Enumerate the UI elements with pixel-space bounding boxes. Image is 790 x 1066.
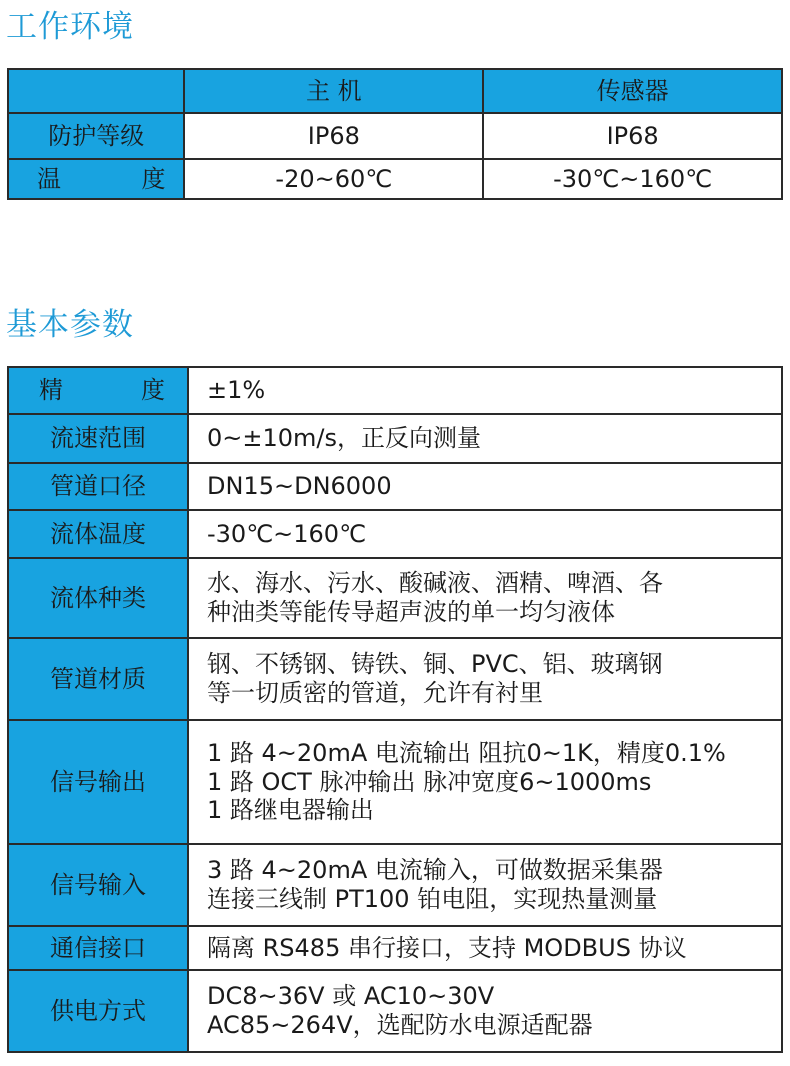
env-host-protection: IP68 xyxy=(184,113,483,159)
env-label-text-a: 温 xyxy=(37,164,61,193)
param-label-signal-input: 信号输入 xyxy=(8,844,188,926)
table-row xyxy=(8,558,782,638)
table-row xyxy=(8,720,782,844)
param-value-line: 1 路继电器输出 xyxy=(207,796,374,825)
param-label-pipe-diameter: 管道口径 xyxy=(8,463,188,510)
param-label-fluid-type: 流体种类 xyxy=(8,558,188,638)
param-value-signal-output xyxy=(188,720,782,844)
param-label-fluid-temperature: 流体温度 xyxy=(8,510,188,558)
param-value-fluid-type xyxy=(188,558,782,638)
param-value-line: 等一切质密的管道，允许有衬里 xyxy=(207,679,543,707)
param-value-signal-input xyxy=(188,844,782,926)
param-value-line: -30℃~160℃ xyxy=(207,519,367,548)
table-row xyxy=(8,414,782,463)
section-title-parameters: 基本参数 xyxy=(6,307,134,343)
table-row xyxy=(8,926,782,970)
param-value-pipe-diameter xyxy=(188,463,782,510)
param-value-line: DC8~36V 或 AC10~30V xyxy=(207,982,495,1011)
section-title-environment: 工作环境 xyxy=(6,9,134,45)
env-label-text-b: 度 xyxy=(141,164,166,193)
param-value-accuracy xyxy=(188,367,782,414)
env-sensor-temperature: -30℃~160℃ xyxy=(483,159,782,199)
param-label-text-a: 精 xyxy=(39,376,63,405)
table-row xyxy=(8,510,782,558)
param-label-text-b: 度 xyxy=(141,376,165,405)
param-value-flow-range xyxy=(188,414,782,463)
param-label-power-supply: 供电方式 xyxy=(8,970,188,1052)
param-value-line: 种油类等能传导超声波的单一均匀液体 xyxy=(207,598,615,626)
env-host-temperature: -20~60℃ xyxy=(184,159,483,199)
param-value-line: 钢、不锈钢、铸铁、铜、PVC、铝、玻璃钢 xyxy=(207,650,663,679)
param-value-line: AC85~264V，选配防水电源适配器 xyxy=(207,1011,593,1039)
env-label-text: 防护等级 xyxy=(48,121,145,150)
table-row xyxy=(8,970,782,1052)
table-row xyxy=(8,367,782,414)
parameters-table xyxy=(7,366,783,1053)
param-label-flow-range: 流速范围 xyxy=(8,414,188,463)
param-value-line: 连接三线制 PT100 铂电阻，实现热量测量 xyxy=(207,885,658,913)
param-value-line: 1 路 OCT 脉冲输出 脉冲宽度6~1000ms xyxy=(207,767,652,796)
param-value-line: 3 路 4~20mA 电流输入，可做数据采集器 xyxy=(207,856,663,885)
param-label-signal-output: 信号输出 xyxy=(8,720,188,844)
header-blank-cell xyxy=(8,69,184,113)
env-row-label-temperature xyxy=(8,159,184,199)
environment-table xyxy=(7,68,783,200)
param-value-pipe-material xyxy=(188,638,782,720)
header-sensor: 传感器 xyxy=(483,69,782,113)
env-row-label-protection xyxy=(8,113,184,159)
param-value-line: ±1% xyxy=(207,376,266,405)
param-value-line: 0~±10m/s，正反向测量 xyxy=(207,424,481,453)
param-label-communication: 通信接口 xyxy=(8,926,188,970)
param-value-line: DN15~DN6000 xyxy=(207,472,392,501)
param-label-accuracy xyxy=(8,367,188,414)
param-value-communication xyxy=(188,926,782,970)
param-value-fluid-temperature xyxy=(188,510,782,558)
table-row xyxy=(8,638,782,720)
param-value-line: 1 路 4~20mA 电流输出 阻抗0~1K，精度0.1% xyxy=(207,738,726,767)
param-value-power-supply xyxy=(188,970,782,1052)
param-value-line: 水、海水、污水、酸碱液、酒精、啤酒、各 xyxy=(207,569,663,598)
table-row xyxy=(8,463,782,510)
param-value-line: 隔离 RS485 串行接口，支持 MODBUS 协议 xyxy=(207,933,687,962)
table-row xyxy=(8,844,782,926)
param-label-pipe-material: 管道材质 xyxy=(8,638,188,720)
header-host: 主 机 xyxy=(184,69,483,113)
env-sensor-protection: IP68 xyxy=(483,113,782,159)
